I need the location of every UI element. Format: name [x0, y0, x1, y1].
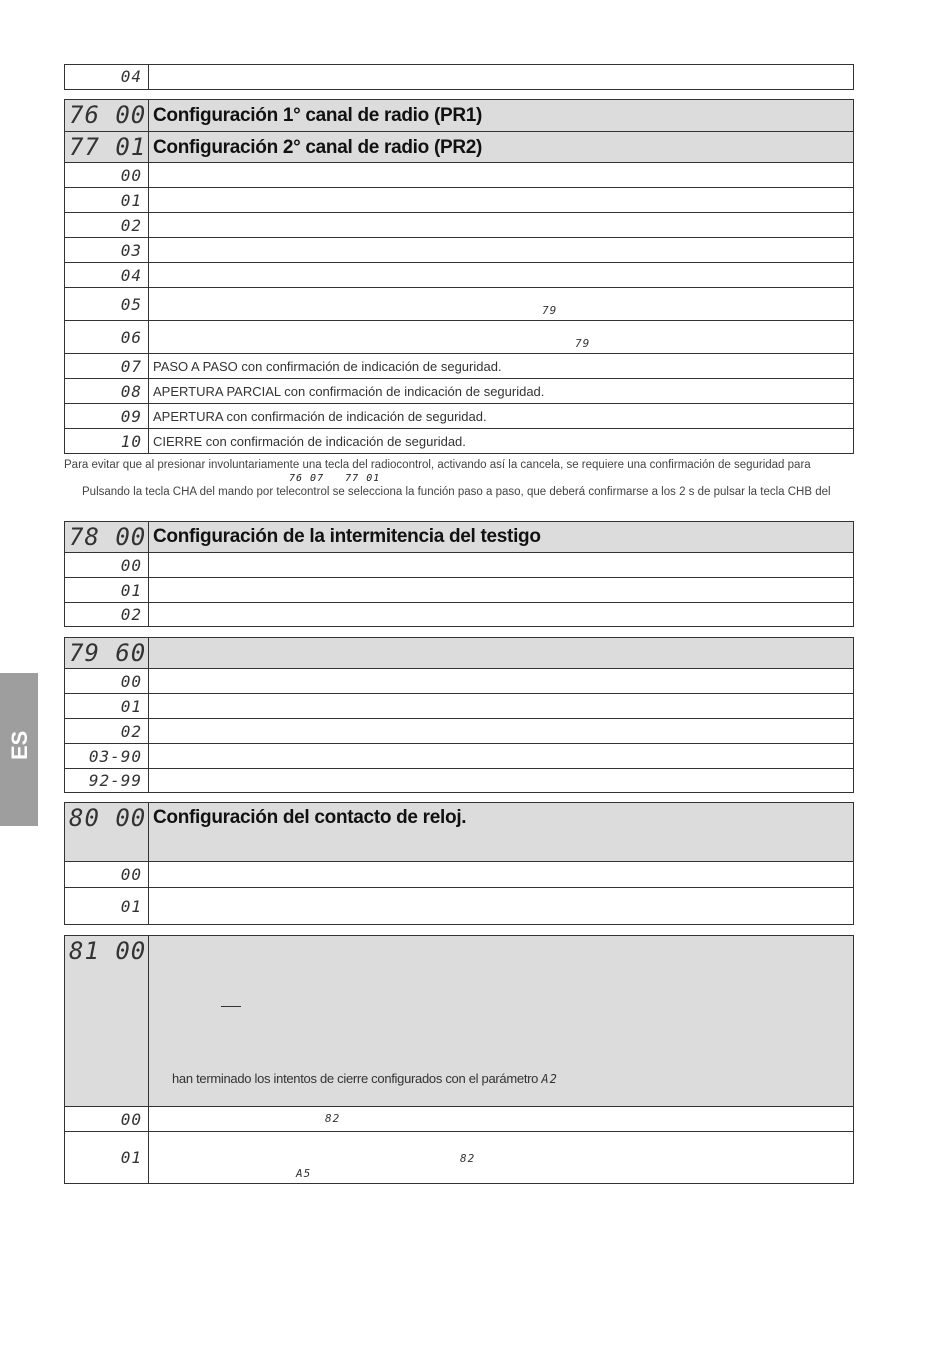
option-text: PASO A PASO con confirmación de indicación de seguridad. — [153, 359, 502, 374]
option-text — [149, 1107, 853, 1131]
option-code: 05 — [65, 288, 149, 320]
note-param-ref: 76 07 77 01 — [289, 473, 381, 484]
param-ref: 79 — [575, 337, 591, 350]
option-text — [149, 603, 853, 626]
option-code: 01 — [65, 888, 149, 924]
param-code-77: 77 01 — [65, 132, 149, 162]
section-title-pr2: Configuración 2° canal de radio (PR2) — [153, 137, 483, 158]
table-led-flash — [64, 521, 854, 627]
option-code: 01 — [65, 578, 149, 602]
param-ref: 82 — [460, 1152, 476, 1165]
option-text — [149, 719, 853, 743]
note-cha-key: Pulsando la tecla CHA del mando por telecontrol se selecciona la función paso a paso, que deberá confirmarse a los 2 s de pulsar la tecla CHB del — [82, 486, 831, 498]
param-code: 04 — [65, 65, 149, 89]
option-code: 00 — [65, 669, 149, 693]
option-code: 00 — [65, 1107, 149, 1131]
section-title: Configuración de la intermitencia del testigo — [153, 526, 541, 547]
option-code: 06 — [65, 321, 149, 353]
option-code: 02 — [65, 719, 149, 743]
option-text — [149, 1132, 853, 1183]
language-side-tab — [0, 673, 38, 826]
param-code-81: 81 00 — [65, 936, 149, 1106]
option-code: 04 — [65, 263, 149, 287]
option-code: 01 — [65, 694, 149, 718]
table-param-04 — [64, 64, 854, 90]
table-radio-channels — [64, 99, 854, 454]
option-text — [149, 238, 853, 262]
param-ref: 82 — [325, 1112, 341, 1125]
table-param-79 — [64, 637, 854, 793]
table-clock-contact — [64, 802, 854, 925]
section-title: Configuración del contacto de reloj. — [153, 807, 467, 828]
section-title-pr1: Configuración 1° canal de radio (PR1) — [153, 105, 483, 126]
param-description — [149, 65, 853, 89]
option-text — [149, 578, 853, 602]
option-text — [149, 213, 853, 237]
option-text — [149, 669, 853, 693]
param-ref-2: A5 — [296, 1167, 312, 1180]
option-text: APERTURA PARCIAL con confirmación de indicación de seguridad. — [153, 384, 545, 399]
table-param-81 — [64, 935, 854, 1184]
option-code: 92-99 — [65, 769, 149, 792]
option-code: 09 — [65, 404, 149, 428]
option-code: 03-90 — [65, 744, 149, 768]
param-code-78: 78 00 — [65, 522, 149, 552]
option-code: 00 — [65, 553, 149, 577]
option-code: 02 — [65, 603, 149, 626]
option-code: 08 — [65, 379, 149, 403]
option-code: 01 — [65, 188, 149, 212]
option-text: CIERRE con confirmación de indicación de seguridad. — [153, 434, 466, 449]
underline-mark — [221, 1006, 241, 1007]
description-last-line — [172, 1071, 558, 1086]
option-text — [149, 769, 853, 792]
language-label: ES — [7, 730, 32, 760]
option-code: 00 — [65, 163, 149, 187]
option-text — [149, 888, 853, 924]
option-text — [149, 744, 853, 768]
option-code: 02 — [65, 213, 149, 237]
option-text — [149, 321, 853, 353]
option-text — [149, 188, 853, 212]
param-code-79: 79 60 — [65, 638, 149, 668]
description-text: han terminado los intentos de cierre configurados con el parámetro — [172, 1071, 539, 1086]
option-text — [149, 263, 853, 287]
note-safety: Para evitar que al presionar involuntariamente una tecla del radiocontrol, activando así la cancela, se requiere una confirmación de seguridad para — [64, 459, 811, 471]
option-text — [149, 862, 853, 887]
option-code: 00 — [65, 862, 149, 887]
option-text — [149, 288, 853, 320]
section-description — [149, 936, 853, 1106]
param-code-80: 80 00 — [65, 803, 149, 861]
option-text — [149, 553, 853, 577]
param-ref: 79 — [542, 304, 558, 317]
option-code: 07 — [65, 354, 149, 378]
option-text — [149, 163, 853, 187]
option-text — [149, 694, 853, 718]
option-code: 03 — [65, 238, 149, 262]
option-code: 01 — [65, 1132, 149, 1183]
param-code-76: 76 00 — [65, 100, 149, 131]
option-text: APERTURA con confirmación de indicación de seguridad. — [153, 409, 487, 424]
param-ref: A2 — [541, 1072, 558, 1086]
section-title — [149, 638, 853, 668]
option-code: 10 — [65, 429, 149, 453]
